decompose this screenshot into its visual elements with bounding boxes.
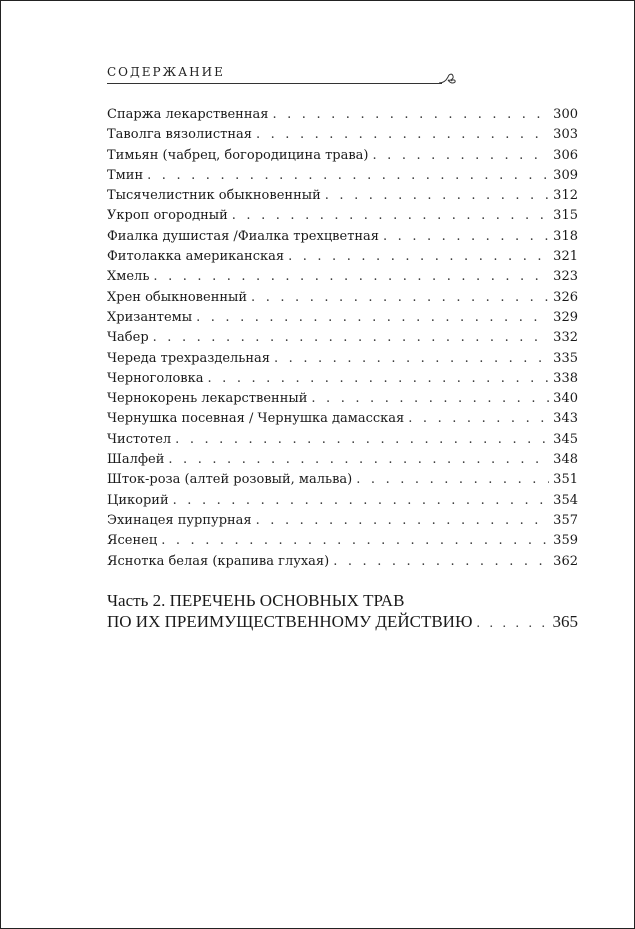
toc-entry-title: Эхинацея пурпурная: [107, 512, 252, 528]
toc-entry-page: 340: [553, 391, 578, 407]
toc-entry-page: 309: [553, 167, 578, 183]
toc-leader-dots: [284, 247, 549, 267]
toc-leader-dots: [329, 552, 549, 572]
toc-entry-page: 300: [553, 107, 578, 122]
toc-entry-title: Череда трехраздельная: [107, 350, 270, 366]
toc-leader-dots: [247, 288, 549, 308]
toc-leader-dots: [228, 206, 549, 226]
toc-entry-page: 362: [553, 553, 578, 569]
toc-leader-dots: [171, 430, 549, 450]
toc-entry-title: Чистотел: [107, 431, 172, 447]
toc-leader-dots: [369, 146, 550, 166]
toc-leader-dots: [192, 308, 549, 328]
toc-entry-page: 315: [553, 208, 578, 224]
toc-entry-title: Шалфей: [107, 452, 165, 468]
toc-leader-dots: [307, 389, 549, 409]
toc-entry-page: 303: [553, 127, 578, 143]
toc-entry-page: 306: [553, 147, 578, 163]
toc-entry[interactable]: [107, 470, 578, 490]
toc-leader-dots: [203, 369, 549, 389]
toc-entry[interactable]: [107, 430, 578, 450]
toc-leader-dots: [169, 491, 550, 511]
leaf-ornament-icon: [437, 71, 459, 89]
toc-entry-title: Чернушка посевная / Чернушка дамасская: [107, 411, 405, 427]
toc-entry-title: Фиалка душистая /Фиалка трехцветная: [107, 228, 380, 244]
toc-entry-page: 343: [553, 411, 578, 427]
toc-leader-dots: [270, 349, 549, 369]
toc-entry-title: Тысячелистник обыкновенный: [107, 188, 321, 204]
toc-entry[interactable]: [107, 105, 578, 125]
toc-entry-page: 321: [553, 249, 578, 265]
toc-entry[interactable]: [107, 531, 578, 551]
toc-entry-title: Чабер: [107, 330, 149, 346]
toc-entry-page: 351: [553, 472, 578, 488]
toc-entry-title: Тмин: [107, 167, 144, 183]
toc-leader-dots: [157, 531, 549, 551]
toc-entry-page: 332: [553, 330, 578, 346]
toc-entry-title: Хрен обыкновенный: [107, 289, 248, 305]
toc-entry[interactable]: [107, 247, 578, 267]
toc-entry-page: 348: [553, 452, 578, 468]
toc-entry[interactable]: [107, 349, 578, 369]
toc-entry-page: 359: [553, 533, 578, 549]
toc-entry[interactable]: [107, 166, 578, 186]
toc-entry-title: Чернокорень лекарственный: [107, 391, 308, 407]
toc-leader-dots: [472, 613, 548, 634]
toc-leader-dots: [321, 186, 549, 206]
toc-entry-title: Шток-роза (алтей розовый, мальва): [107, 472, 353, 488]
toc-entry[interactable]: [107, 186, 578, 206]
part-heading[interactable]: [107, 590, 578, 634]
toc-leader-dots: [252, 125, 549, 145]
toc-entry-page: 318: [553, 228, 578, 244]
toc-entry-title: Черноголовка: [107, 370, 204, 386]
toc-entry-page: 354: [553, 492, 578, 508]
toc-leader-dots: [143, 166, 549, 186]
toc-entry[interactable]: [107, 146, 578, 166]
page-header: [107, 65, 457, 91]
toc-leader-dots: [252, 511, 550, 531]
toc-entry[interactable]: [107, 206, 578, 226]
toc-entry-page: 335: [553, 350, 578, 366]
toc-entry-title: Тимьян (чабрец, богородицина трава): [107, 147, 369, 163]
toc-entry[interactable]: [107, 288, 578, 308]
toc-entry-page: 357: [553, 512, 578, 528]
toc-entry-title: Спаржа лекарственная: [107, 107, 269, 122]
toc-entry-title: Фитолакка американская: [107, 249, 285, 265]
toc-entry-title: Яснотка белая (крапива глухая): [107, 553, 330, 569]
toc-entry-title: Ясенец: [107, 533, 158, 549]
toc-leader-dots: [268, 105, 549, 125]
toc-entry[interactable]: [107, 450, 578, 470]
header-rule: [107, 83, 442, 84]
toc-entry[interactable]: [107, 552, 578, 572]
toc-entry-page: 329: [553, 309, 578, 325]
toc-entry[interactable]: [107, 491, 578, 511]
toc-leader-dots: [149, 267, 549, 287]
toc-leader-dots: [149, 328, 550, 348]
toc-entry-page: 312: [553, 188, 578, 204]
part-page: 365: [552, 612, 578, 631]
toc-entry[interactable]: [107, 267, 578, 287]
toc-entry-page: 326: [553, 289, 578, 305]
toc-entry[interactable]: [107, 227, 578, 247]
toc-entry[interactable]: [107, 389, 578, 409]
toc-entry[interactable]: [107, 409, 578, 429]
part-title-line-1: Часть 2. ПЕРЕЧЕНЬ ОСНОВНЫХ ТРАВ: [107, 591, 405, 610]
toc-leader-dots: [404, 409, 549, 429]
toc-entry-title: Таволга вязолистная: [107, 127, 252, 143]
toc-entry[interactable]: [107, 369, 578, 389]
table-of-contents: [107, 105, 578, 572]
toc-entry-title: Укроп огородный: [107, 208, 228, 224]
toc-entry[interactable]: [107, 125, 578, 145]
toc-entry[interactable]: [107, 328, 578, 348]
part-title-line-2: ПО ИХ ПРЕИМУЩЕСТВЕННОМУ ДЕЙСТВИЮ: [107, 612, 473, 631]
toc-leader-dots: [379, 227, 549, 247]
toc-entry-title: Хризантемы: [107, 309, 193, 325]
toc-entry-title: Хмель: [107, 269, 150, 285]
toc-leader-dots: [164, 450, 549, 470]
toc-entry[interactable]: [107, 308, 578, 328]
toc-entry-title: Цикорий: [107, 492, 169, 508]
toc-entry-page: 323: [553, 269, 578, 285]
toc-entry-page: 345: [553, 431, 578, 447]
toc-leader-dots: [352, 470, 549, 490]
toc-entry-page: 338: [553, 370, 578, 386]
header-title: СОДЕРЖАНИЕ: [107, 65, 225, 79]
toc-entry[interactable]: [107, 511, 578, 531]
